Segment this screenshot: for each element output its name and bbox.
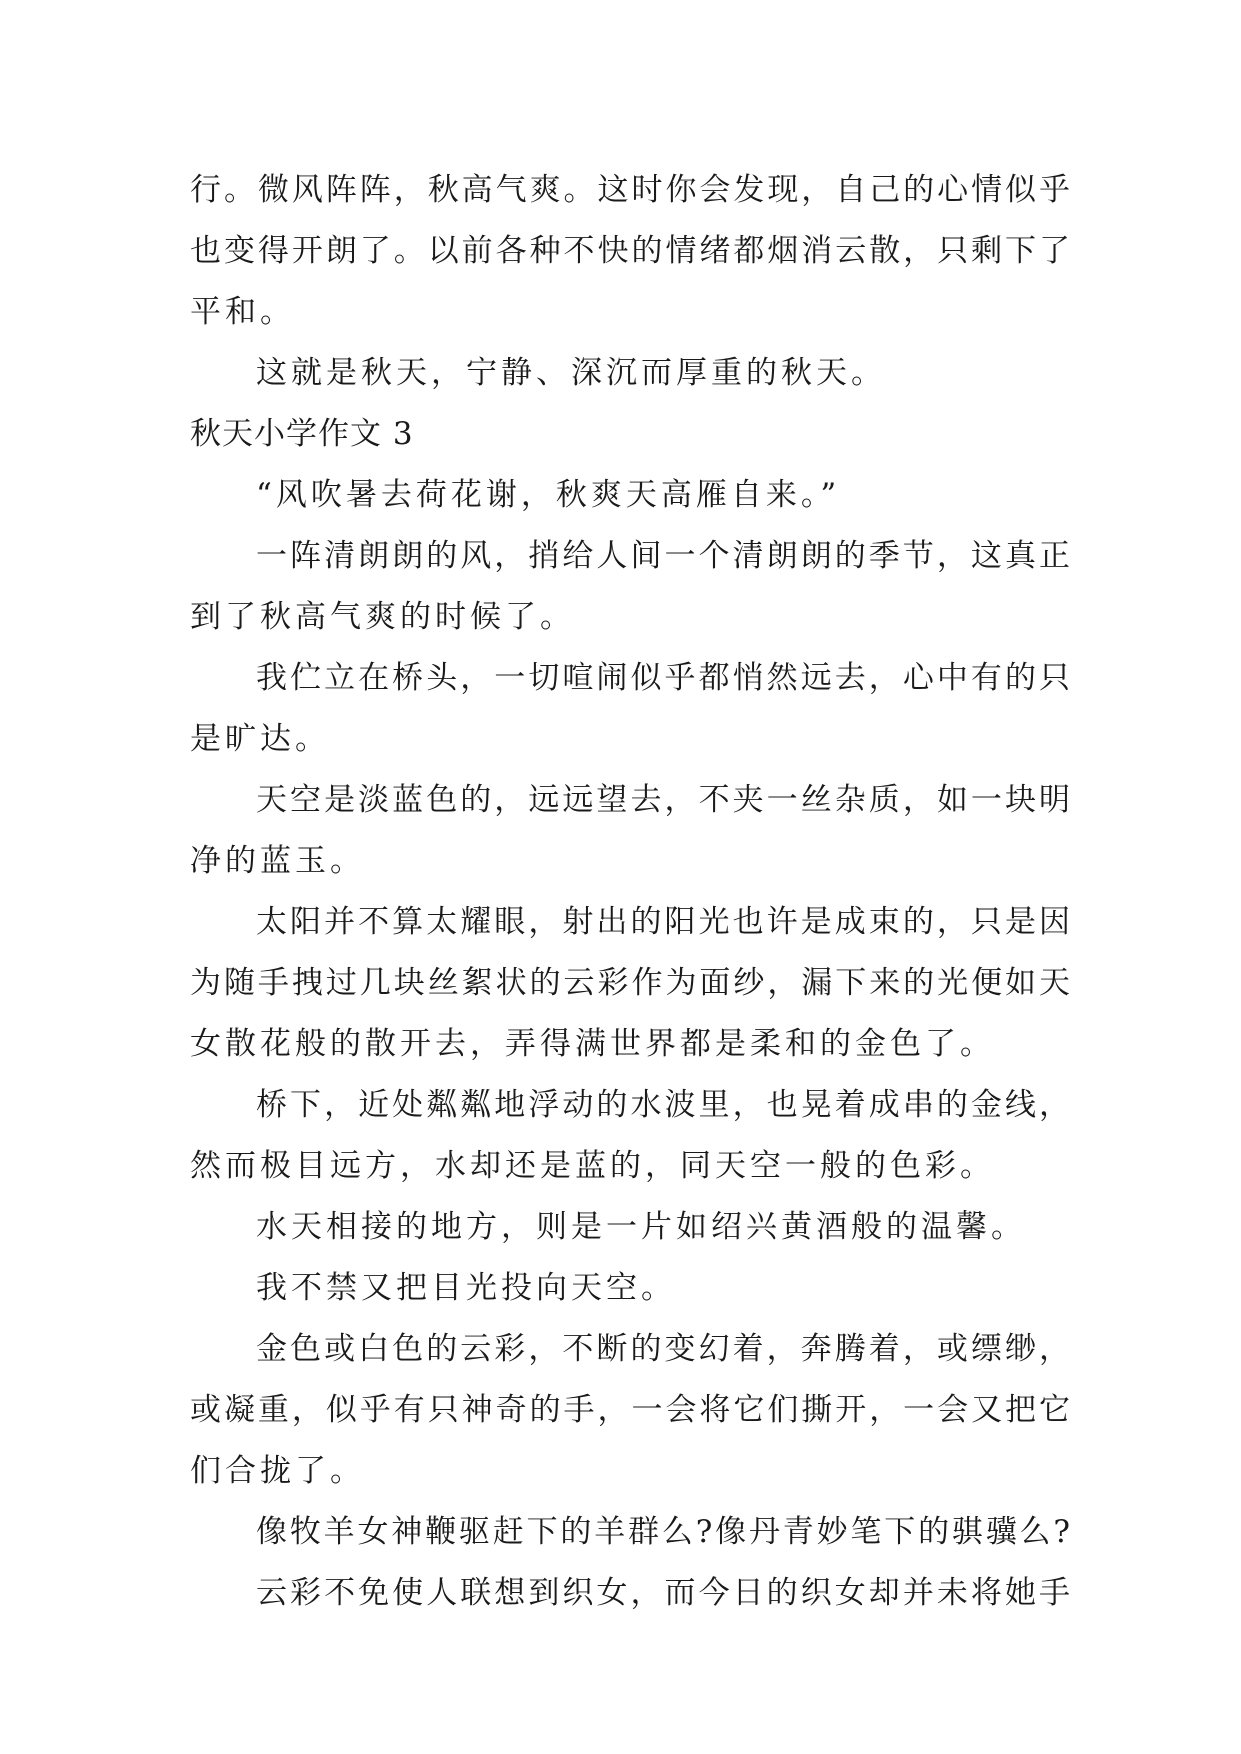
paragraph-line: 到了秋高气爽的时候了。 bbox=[190, 599, 575, 635]
paragraph-line: 桥下，近处粼粼地浮动的水波里，也晃着成串的金线， bbox=[256, 1087, 1070, 1123]
paragraph-line: 女散花般的散开去，弄得满世界都是柔和的金色了。 bbox=[190, 1026, 995, 1062]
quote-line: “风吹暑去荷花谢，秋爽天高雁自来。” bbox=[256, 477, 841, 513]
paragraph-line: 们合拢了。 bbox=[190, 1453, 365, 1489]
paragraph-line: 行。微风阵阵，秋高气爽。这时你会发现，自己的心情似乎 bbox=[190, 172, 1070, 208]
paragraph-line: 我不禁又把目光投向天空。 bbox=[256, 1270, 676, 1306]
section-heading: 秋天小学作文 3 bbox=[190, 416, 414, 452]
paragraph-line: 平和。 bbox=[190, 294, 295, 330]
paragraph-line: 也变得开朗了。以前各种不快的情绪都烟消云散，只剩下了 bbox=[190, 233, 1070, 269]
paragraph-line: 像牧羊女神鞭驱赶下的羊群么?像丹青妙笔下的骐骥么? bbox=[256, 1514, 1070, 1550]
paragraph-line: 或凝重，似乎有只神奇的手，一会将它们撕开，一会又把它 bbox=[190, 1392, 1070, 1428]
paragraph-line: 我伫立在桥头，一切喧闹似乎都悄然远去，心中有的只 bbox=[256, 660, 1070, 696]
paragraph-line: 云彩不免使人联想到织女，而今日的织女却并未将她手 bbox=[256, 1575, 1070, 1611]
paragraph-line: 净的蓝玉。 bbox=[190, 843, 365, 879]
document-body bbox=[190, 160, 1070, 1624]
paragraph-line: 这就是秋天，宁静、深沉而厚重的秋天。 bbox=[256, 355, 886, 391]
paragraph-line: 为随手拽过几块丝絮状的云彩作为面纱，漏下来的光便如天 bbox=[190, 965, 1070, 1001]
paragraph-line: 然而极目远方，水却还是蓝的，同天空一般的色彩。 bbox=[190, 1148, 995, 1184]
paragraph-line: 水天相接的地方，则是一片如绍兴黄酒般的温馨。 bbox=[256, 1209, 1026, 1245]
paragraph-line: 太阳并不算太耀眼，射出的阳光也许是成束的，只是因 bbox=[256, 904, 1070, 940]
paragraph-line: 天空是淡蓝色的，远远望去，不夹一丝杂质，如一块明 bbox=[256, 782, 1070, 818]
paragraph-line: 一阵清朗朗的风，捎给人间一个清朗朗的季节，这真正 bbox=[256, 538, 1070, 574]
paragraph-line: 是旷达。 bbox=[190, 721, 330, 757]
paragraph-line: 金色或白色的云彩，不断的变幻着，奔腾着，或缥缈， bbox=[256, 1331, 1070, 1367]
